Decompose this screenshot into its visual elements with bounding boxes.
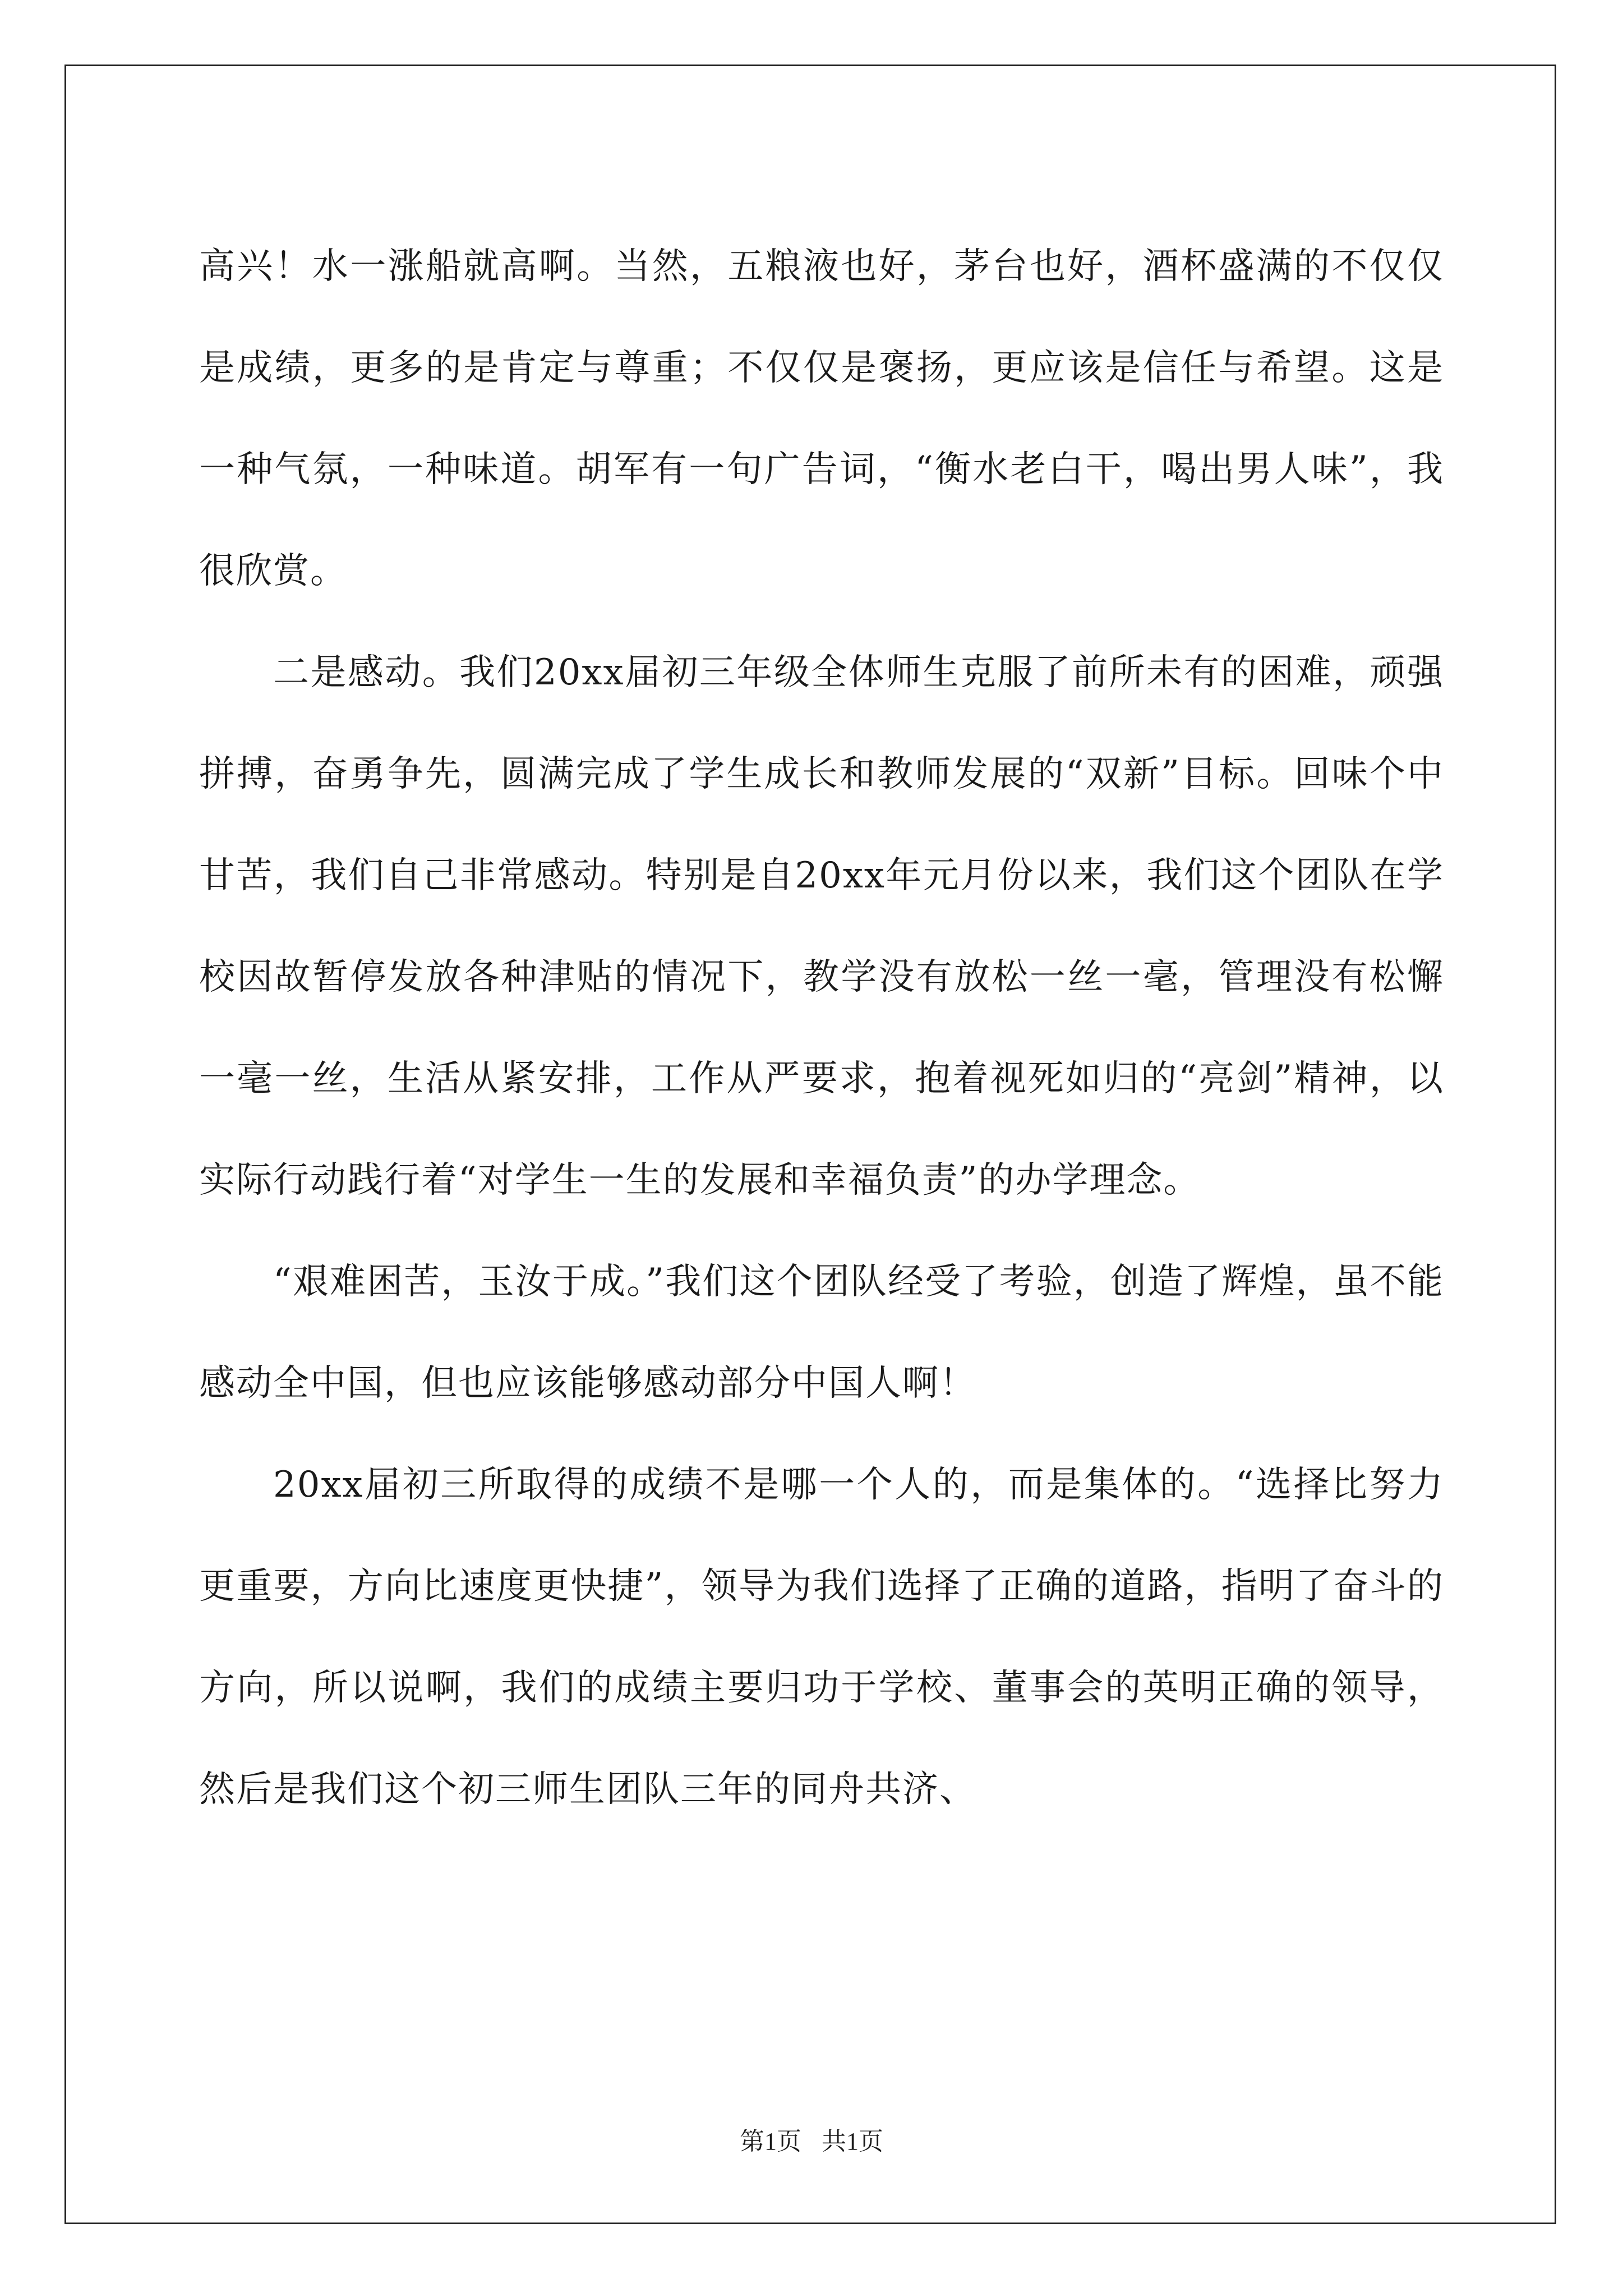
page-total: 共1页 [822, 2128, 883, 2155]
page-footer [0, 2125, 1623, 2159]
paragraph-4: 20xx届初三所取得的成绩不是哪一个人的，而是集体的。“选择比努力更重要，方向比速度更快捷”，领导为我们选择了正确的道路，指明了奋斗的方向，所以说啊，我们的成绩主要归功于学校、董事会的英明正确的领导，然后是我们这个初三师生团队三年的同舟共济、 [199, 1464, 1444, 1810]
paragraph-2: 二是感动。我们20xx届初三年级全体师生克服了前所未有的困难，顽强拼搏，奋勇争先，圆满完成了学生成长和教师发展的“双新”目标。回味个中甘苦，我们自己非常感动。特别是自20xx年元月份以来，我们这个团队在学校因故暂停发放各种津贴的情况下，教学没有放松一丝一毫，管理没有松懈一毫一丝，生活从紧安排，工作从严要求，抱着视死如归的“亮剑”精神，以实际行动践行着“对学生一生的发展和幸福负责”的办学理念。 [199, 652, 1444, 1201]
paragraph-3: “艰难困苦，玉汝于成。”我们这个团队经受了考验，创造了辉煌，虽不能感动全中国，但也应该能够感动部分中国人啊！ [199, 1261, 1444, 1404]
page-number: 第1页 [740, 2128, 801, 2155]
paragraph-1: 高兴！水一涨船就高啊。当然，五粮液也好，茅台也好，酒杯盛满的不仅仅是成绩，更多的是肯定与尊重；不仅仅是褒扬，更应该是信任与希望。这是一种气氛，一种味道。胡军有一句广告词，“衡水老白干，喝出男人味”，我很欣赏。 [199, 246, 1444, 592]
document-body [199, 216, 1444, 1841]
